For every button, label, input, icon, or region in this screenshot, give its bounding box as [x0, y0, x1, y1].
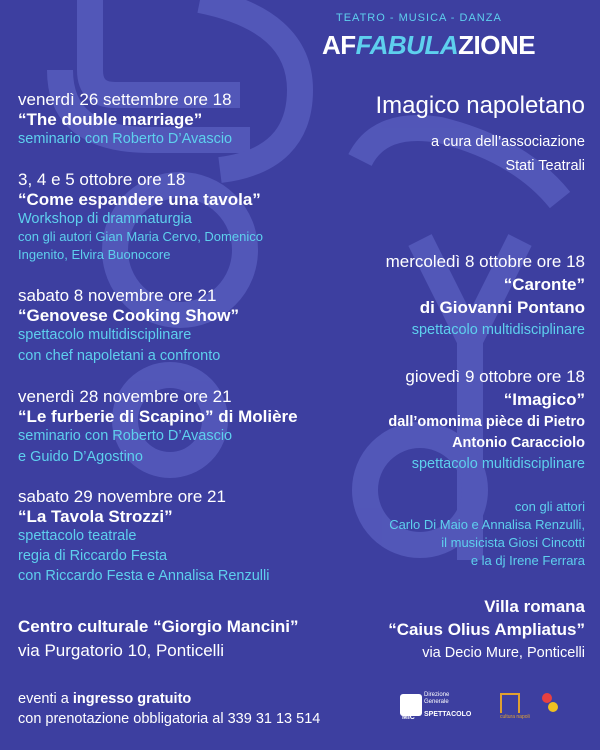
footer-free-prefix: eventi a — [18, 691, 73, 707]
event-type: spettacolo multidisciplinare — [411, 322, 585, 338]
event-type: spettacolo multidisciplinare — [411, 456, 585, 472]
event-line: seminario con Roberto D’Avascio — [18, 428, 233, 444]
footer-booking: con prenotazione obbligatoria al 339 31 13 514 — [18, 711, 321, 727]
event-title: Antonio Caracciolo — [452, 435, 585, 451]
event-line: con Riccardo Festa e Annalisa Renzulli — [18, 568, 270, 584]
left-event-2 — [18, 170, 338, 264]
event-title: “Le furberie di Scapino” di Molière — [18, 407, 298, 426]
footer-free-entry — [18, 690, 191, 708]
event-line: con chef napoletani a confronto — [18, 348, 221, 364]
event-title: “Come espandere una tavola” — [18, 190, 261, 209]
brand-suffix: ZIONE — [458, 30, 536, 60]
footer-free-bold: ingresso gratuito — [72, 691, 192, 707]
cast-line: il musicista Giosi Cincotti — [441, 535, 585, 550]
event-date: sabato 8 novembre ore 21 — [18, 286, 217, 305]
association-name: Stati Teatrali — [505, 158, 585, 174]
left-event-3 — [18, 286, 338, 365]
event-title: “Genovese Cooking Show” — [18, 306, 240, 325]
event-title: dall’omonima pièce di Pietro — [388, 414, 585, 430]
left-event-5 — [18, 487, 348, 585]
cast-line: e la dj Irene Ferrara — [470, 553, 585, 568]
page-title: Imagico napoletano — [375, 92, 585, 119]
venue-address: via Purgatorio 10, Ponticelli — [18, 641, 225, 660]
event-date: giovedì 9 ottobre ore 18 — [405, 367, 585, 386]
event-date: 3, 4 e 5 ottobre ore 18 — [18, 170, 186, 189]
event-line: e Guido D’Agostino — [18, 449, 143, 465]
left-venue — [18, 617, 348, 661]
event-line: spettacolo teatrale — [18, 528, 137, 544]
venue-name: Centro culturale “Giorgio Mancini” — [18, 617, 299, 636]
brand-middle: FABULA — [355, 30, 459, 60]
event-line: seminario con Roberto D’Avascio — [18, 131, 233, 147]
event-date: venerdì 26 settembre ore 18 — [18, 90, 232, 109]
venue-name: Villa romana — [484, 597, 585, 616]
event-line: Workshop di drammaturgia — [18, 211, 192, 227]
mic-dept: SPETTACOLO — [424, 711, 472, 718]
event-line: con gli autori Gian Maria Cervo, Domenico — [18, 229, 263, 244]
brand-prefix: AF — [322, 30, 356, 60]
event-line: spettacolo multidisciplinare — [18, 327, 192, 343]
event-title: di Giovanni Pontano — [419, 298, 585, 317]
curated-by: a cura dell’associazione — [431, 134, 585, 150]
right-venue — [325, 597, 585, 662]
venue-address: via Decio Mure, Ponticelli — [422, 645, 585, 661]
cast-block — [325, 498, 585, 570]
cast-line: con gli attori — [514, 499, 585, 514]
event-date: venerdì 28 novembre ore 21 — [18, 387, 232, 406]
brand-tagline: TEATRO - MUSICA - DANZA — [336, 12, 502, 24]
event-title: “Caronte” — [503, 275, 585, 294]
mic-label: MiC — [402, 714, 415, 721]
culture-icon — [500, 693, 520, 713]
event-line: Ingenito, Elvira Buonocore — [18, 247, 171, 262]
venue-name: “Caius Olius Ampliatus” — [388, 620, 585, 639]
yellow-dot-icon — [548, 702, 558, 712]
event-title: “The double marriage” — [18, 110, 203, 129]
event-title: “La Tavola Strozzi” — [18, 507, 173, 526]
event-date: sabato 29 novembre ore 21 — [18, 487, 226, 506]
right-event-2 — [325, 367, 585, 473]
event-line: regia di Riccardo Festa — [18, 548, 168, 564]
brand-logo — [322, 30, 535, 60]
mic-small-text: Direzione Generale — [424, 692, 450, 705]
cast-line: Carlo Di Maio e Annalisa Renzulli, — [389, 517, 585, 532]
left-event-1 — [18, 90, 338, 148]
mic-icon — [400, 694, 422, 716]
right-event-1 — [325, 252, 585, 339]
event-title: “Imagico” — [503, 390, 585, 409]
left-event-4 — [18, 387, 348, 466]
culture-label: cultura napoli — [500, 714, 530, 720]
event-date: mercoledì 8 ottobre ore 18 — [385, 252, 585, 271]
